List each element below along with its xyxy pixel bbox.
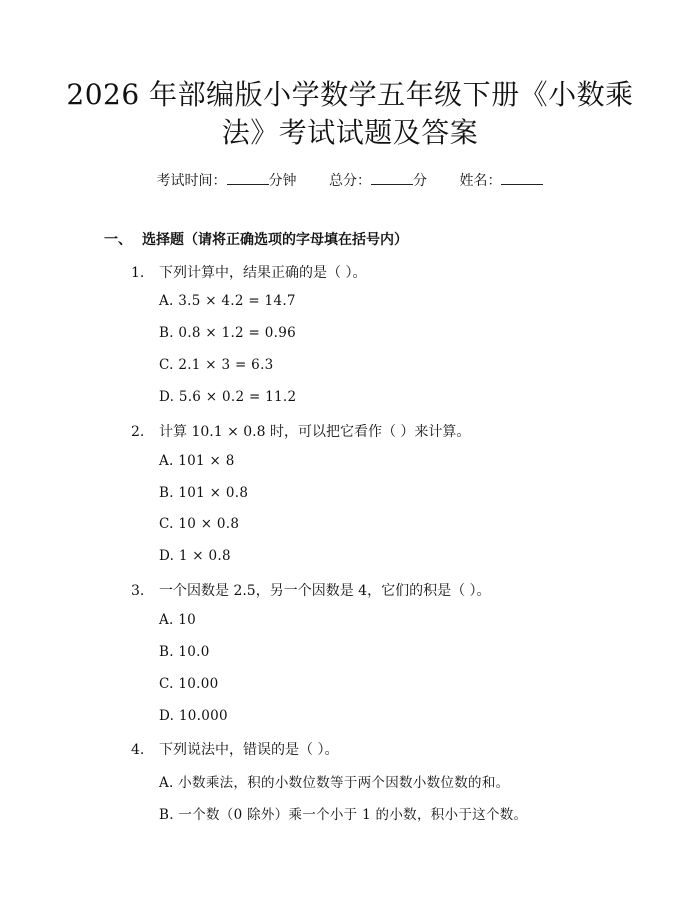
question-text: 下列计算中，结果正确的是（ ）。 (159, 265, 367, 281)
section-number: 一、 (104, 232, 132, 248)
question-1-option-a: A. 3.5 × 4.2 = 14.7 (159, 293, 296, 309)
total-score-blank (371, 172, 413, 185)
question-2-option-c: C. 10 × 0.8 (159, 516, 240, 532)
question-1-option-c: C. 2.1 × 3 = 6.3 (159, 357, 274, 373)
exam-time-unit: 分钟 (268, 173, 297, 189)
question-text: 计算 10.1 × 0.8 时，可以把它看作（ ）来计算。 (159, 424, 471, 440)
page-title (0, 76, 700, 152)
question-2 (131, 421, 470, 441)
question-text: 一个因数是 2.5，另一个因数是 4，它们的积是（ ）。 (159, 583, 491, 599)
student-name-label: 姓名： (459, 173, 502, 189)
question-4-option-a: A. 小数乘法，积的小数位数等于两个因数小数位数的和。 (159, 775, 510, 791)
title-line-2: 法》考试试题及答案 (221, 116, 479, 149)
student-name-field (459, 170, 543, 190)
total-score-label: 总分： (329, 173, 371, 189)
question-1-option-b: B. 0.8 × 1.2 = 0.96 (159, 325, 296, 341)
exam-time-field (157, 170, 297, 190)
question-2-option-d: D. 1 × 0.8 (159, 548, 231, 564)
section-title: 选择题（请将正确选项的字母填在括号内） (142, 232, 408, 248)
student-name-blank (501, 172, 543, 185)
exam-time-label: 考试时间： (156, 173, 227, 189)
question-2-option-a: A. 101 × 8 (159, 453, 235, 469)
question-3-option-a: A. 10 (159, 612, 197, 628)
question-2-option-b: B. 101 × 0.8 (159, 485, 249, 501)
question-number: 1. (131, 265, 145, 281)
section-heading (104, 229, 408, 249)
question-3-option-b: B. 10.0 (159, 644, 210, 660)
question-1-option-d: D. 5.6 × 0.2 = 11.2 (159, 389, 297, 405)
question-number: 2. (131, 424, 145, 440)
exam-time-blank (227, 172, 269, 185)
question-4 (131, 739, 338, 759)
question-text: 下列说法中，错误的是（ ）。 (159, 742, 339, 758)
total-score-field (329, 170, 427, 190)
total-score-unit: 分 (413, 173, 427, 189)
question-4-option-b: B. 一个数（0 除外）乘一个小于 1 的小数，积小于这个数。 (159, 807, 528, 823)
title-line-1: 2026 年部编版小学数学五年级下册《小数乘 (66, 78, 634, 111)
question-1 (131, 262, 366, 282)
question-number: 4. (131, 742, 145, 758)
question-number: 3. (131, 583, 145, 599)
exam-info-row (0, 170, 700, 190)
question-3 (131, 580, 491, 600)
question-3-option-c: C. 10.00 (159, 676, 219, 692)
question-3-option-d: D. 10.000 (159, 708, 228, 724)
